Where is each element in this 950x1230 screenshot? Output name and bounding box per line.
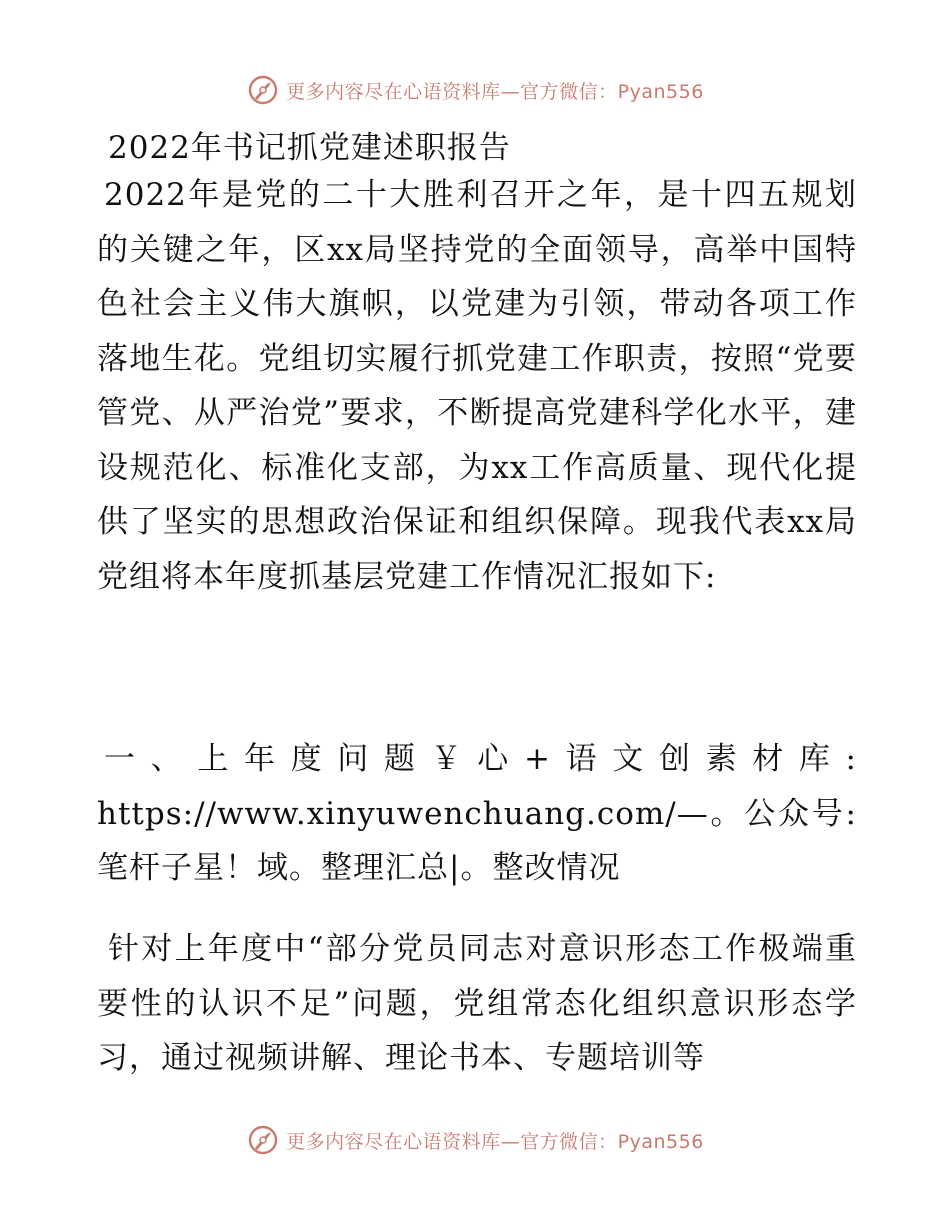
document-title: 2022年书记抓党建述职报告 xyxy=(108,130,511,166)
watermark-text: 更多内容尽在心语资料库—官方微信：Pyan556 xyxy=(286,80,704,103)
paragraph-rectification: 针对上年度中“部分党员同志对意识形态工作极端重要性的认识不足”问题，党组常态化组织意识形态学习，通过视频讲解、理论书本、专题培训等 xyxy=(97,931,857,1076)
paragraph-section-heading: 一、上年度问题￥心+语文创素材库: https://www.xinyuwenchuang.com/—。公众号: 笔杆子星！域。整理汇总|。整改情况 xyxy=(97,741,857,886)
paragraph-intro: 2022年是党的二十大胜利召开之年，是十四五规划的关键之年，区xx局坚持党的全面领导，高举中国特色社会主义伟大旗帜，以党建为引领，带动各项工作落地生花。党组切实履行抓党建工作职责，按照“党要管党、从严治党”要求，不断提高党建科学化水平，建设规范化、标准化支部，为xx工作高质量、现代化提供了坚实的思想政治保证和组织保障。现我代表xx局党组将本年度抓基层党建工作情况汇报如下: xyxy=(97,177,857,595)
pen-logo-icon xyxy=(246,1123,280,1157)
watermark-banner-bottom xyxy=(0,1120,950,1160)
pen-logo-icon xyxy=(246,73,280,107)
watermark-text: 更多内容尽在心语资料库—官方微信：Pyan556 xyxy=(286,1130,704,1153)
watermark-banner-top xyxy=(0,70,950,110)
